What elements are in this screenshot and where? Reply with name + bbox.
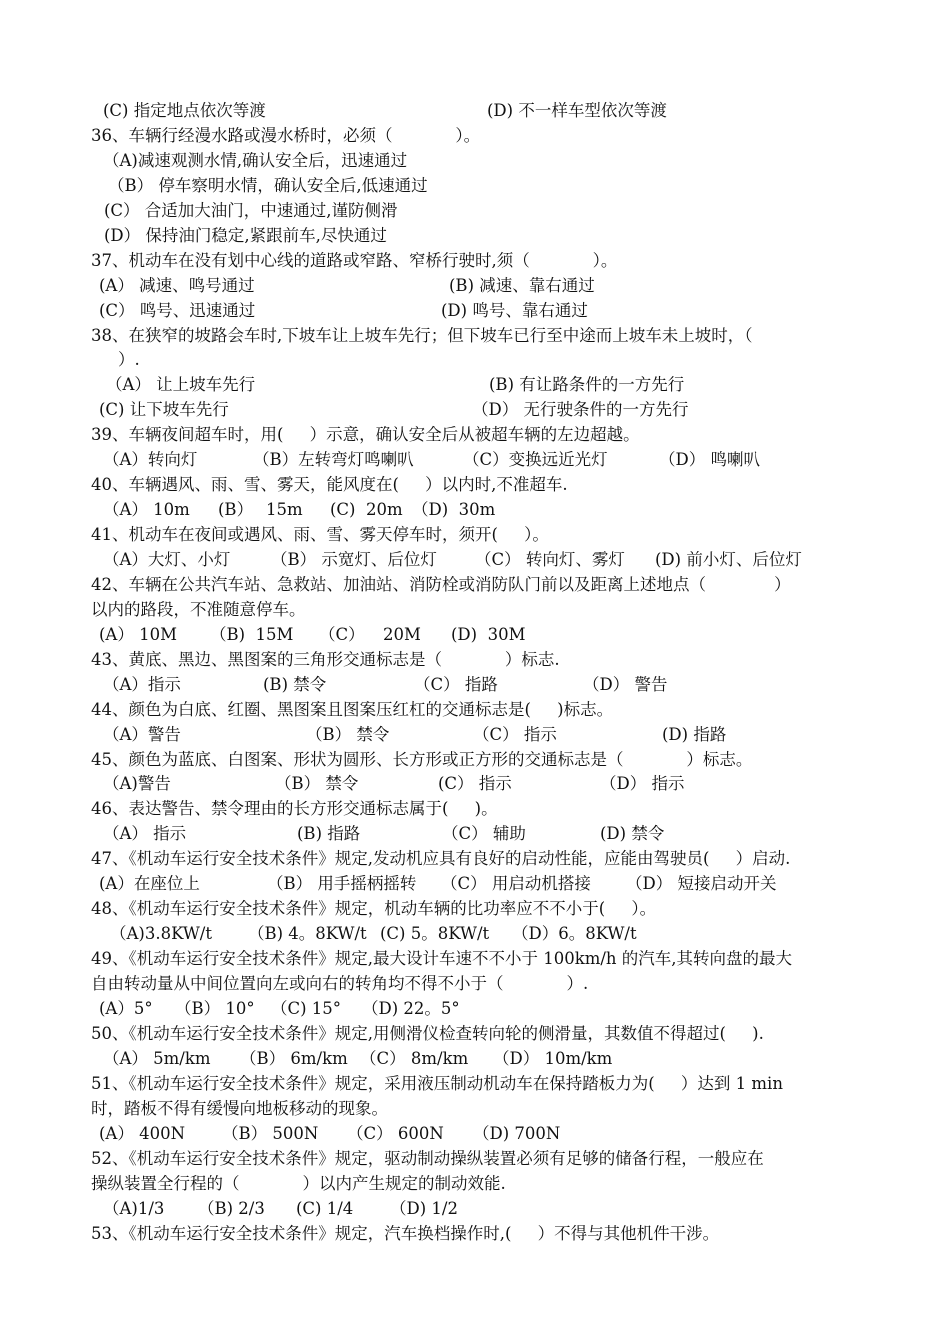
question-text-line: 40、车辆遇风、雨、雪、雾天，能风度在( ）以内时,不准超车. — [91, 475, 568, 494]
answer-option: (A）5° — [99, 999, 153, 1018]
question-text-line: 49、《机动车运行安全技术条件》规定,最大设计车速不不小于 100km/h 的汽车,其转向盘的最大 — [91, 949, 793, 968]
answer-option: (D) 不一样车型依次等渡 — [487, 101, 667, 120]
answer-option: (D) 前小灯、后位灯 — [655, 550, 802, 569]
question-text-line: 37、机动车在没有划中心线的道路或窄路、窄桥行驶时,须（ ）。 — [91, 251, 618, 270]
answer-option: (C) 20m — [330, 500, 403, 519]
question-text-line: 以内的路段，不准随意停车。 — [91, 600, 306, 619]
answer-option: (B) 减速、靠右通过 — [449, 276, 595, 295]
answer-option: 15m — [266, 500, 303, 519]
question-text-line: 53、《机动车运行安全技术条件》规定，汽车换档操作时,( ）不得与其他机件干涉。 — [91, 1224, 720, 1243]
question-text-line: （B） 停车察明水情，确认安全后,低速通过 — [108, 176, 428, 195]
question-text-line: (D） 保持油门稳定,紧跟前车,尽快通过 — [104, 226, 387, 245]
answer-option: （D） 鸣喇叭 — [659, 450, 760, 469]
answer-option: （D) 1/2 — [390, 1199, 458, 1218]
question-text-line: (C） 合适加大油门，中速通过,谨防侧滑 — [104, 201, 398, 220]
question-text-line: 44、颜色为白底、红圈、黑图案且图案压红杠的交通标志是( )标志。 — [91, 700, 614, 719]
question-text-line: 自由转动量从中间位置向左或向右的转角均不得不小于（ ）. — [91, 974, 589, 993]
answer-option: （A） 10m — [103, 500, 190, 519]
answer-option: （A）转向灯 — [103, 450, 198, 469]
answer-option: （B） 禁令 — [306, 725, 390, 744]
answer-option: （A）指示 — [103, 675, 181, 694]
answer-option: (C) 5。8KW/t — [380, 924, 490, 943]
question-text-line: 41、机动车在夜间或遇风、雨、雪、雾天停车时，须开( ）。 — [91, 525, 549, 544]
answer-option: 20M — [383, 625, 421, 644]
answer-option: (D) 鸣号、靠右通过 — [441, 301, 588, 320]
answer-option: (A）在座位上 — [99, 874, 200, 893]
answer-option: （A） 指示 — [103, 824, 187, 843]
answer-option: (A） 10M — [99, 625, 177, 644]
answer-option: （D） 短接启动开关 — [626, 874, 777, 893]
question-text-line: 47、《机动车运行安全技术条件》规定,发动机应具有良好的启动性能，应能由驾驶员( ）启动. — [91, 849, 791, 868]
question-text-line: 50、《机动车运行安全技术条件》规定,用侧滑仪检查转向轮的侧滑量，其数值不得超过( ). — [91, 1024, 764, 1043]
answer-option: (C) 让下坡车先行 — [99, 400, 229, 419]
answer-option: (A） 400N — [99, 1124, 186, 1143]
answer-option: (B) 有让路条件的一方先行 — [489, 375, 685, 394]
answer-option: （C） 600N — [347, 1124, 444, 1143]
question-text-line: 时，踏板不得有缓慢向地板移动的现象。 — [91, 1099, 388, 1118]
answer-option: （C） 8m/km — [360, 1049, 469, 1068]
answer-option: （B）左转弯灯鸣喇叭 — [253, 450, 414, 469]
question-text-line: 38、在狭窄的坡路会车时,下坡车让上坡车先行；但下坡车已行至中途而上坡车未上坡时，（ — [91, 326, 753, 345]
answer-option: (C） 鸣号、迅速通过 — [99, 301, 256, 320]
answer-option: （B） 500N — [222, 1124, 319, 1143]
question-text-line: 45、颜色为蓝底、白图案、形状为圆形、长方形或正方形的交通标志是（ ）标志。 — [91, 750, 753, 769]
question-text-line: 46、表达警告、禁令理由的长方形交通标志属于( )。 — [91, 799, 498, 818]
answer-option: （A） 让上坡车先行 — [106, 375, 256, 394]
answer-option: （D） 警告 — [583, 675, 668, 694]
question-text-line: 39、车辆夜间超车时，用( ）示意，确认安全后从被超车辆的左边超越。 — [91, 425, 640, 444]
answer-option: （B) 4。8KW/t — [248, 924, 367, 943]
answer-option: （C） — [319, 625, 365, 644]
answer-option: （C）变换远近光灯 — [463, 450, 608, 469]
answer-option: （A)1/3 — [103, 1199, 165, 1218]
question-text-line: 42、车辆在公共汽车站、急救站、加油站、消防栓或消防队门前以及距离上述地点（ ） — [91, 575, 791, 594]
answer-option: （D) 700N — [473, 1124, 561, 1143]
answer-option: （B) 15M — [210, 625, 294, 644]
answer-option: （C） 转向灯、雾灯 — [475, 550, 625, 569]
answer-option: （D）6。8KW/t — [512, 924, 637, 943]
answer-option: （B） 禁令 — [275, 774, 359, 793]
answer-option: (B) 禁令 — [263, 675, 327, 694]
answer-option: （D) 22。5° — [362, 999, 460, 1018]
question-text-line: ）. — [118, 350, 140, 369]
answer-option: (A） 减速、鸣号通过 — [99, 276, 255, 295]
answer-option: （D） 无行驶条件的一方先行 — [472, 400, 689, 419]
answer-option: （B） 10° — [175, 999, 255, 1018]
question-text-line: （A)减速观测水情,确认安全后，迅速通过 — [103, 151, 408, 170]
answer-option: (C) 1/4 — [296, 1199, 354, 1218]
answer-option: （C） 用启动机搭接 — [441, 874, 591, 893]
answer-option: （B) 2/3 — [198, 1199, 265, 1218]
question-text-line: 36、车辆行经漫水路或漫水桥时，必须（ ）。 — [91, 126, 481, 145]
question-text-line: 43、黄底、黑边、黑图案的三角形交通标志是（ ）标志. — [91, 650, 560, 669]
question-text-line: 48、《机动车运行安全技术条件》规定，机动车辆的比功率应不不小于( ）。 — [91, 899, 657, 918]
answer-option: (D) 30M — [451, 625, 526, 644]
answer-option: （B） 用手摇柄摇转 — [267, 874, 417, 893]
answer-option: （D） 10m/km — [493, 1049, 613, 1068]
answer-option: （B） 示宽灯、后位灯 — [271, 550, 437, 569]
answer-option: （B） 6m/km — [240, 1049, 348, 1068]
answer-option: （A）警告 — [103, 725, 181, 744]
question-text-line: 操纵装置全行程的（ ）以内产生规定的制动效能. — [91, 1174, 506, 1193]
answer-option: (D) 指路 — [662, 725, 727, 744]
question-text-line: 51、《机动车运行安全技术条件》规定，采用液压制动机动车在保持踏板力为( ）达到 1 min — [91, 1074, 783, 1093]
answer-option: (C) 指定地点依次等渡 — [103, 101, 266, 120]
answer-option: （A） 5m/km — [103, 1049, 211, 1068]
answer-option: （D） 指示 — [600, 774, 685, 793]
answer-option: （A)3.8KW/t — [110, 924, 212, 943]
answer-option: (B) 指路 — [297, 824, 361, 843]
answer-option: （A)警告 — [103, 774, 171, 793]
answer-option: (D) 禁令 — [600, 824, 665, 843]
answer-option: （A）大灯、小灯 — [103, 550, 231, 569]
answer-option: （D) 30m — [412, 500, 496, 519]
answer-option: （C） 指示 — [473, 725, 557, 744]
answer-option: （C） 辅助 — [442, 824, 526, 843]
question-text-line: 52、《机动车运行安全技术条件》规定，驱动制动操纵装置必须有足够的储备行程，一般应在 — [91, 1149, 764, 1168]
answer-option: （C） 指路 — [414, 675, 498, 694]
answer-option: (C） 指示 — [438, 774, 512, 793]
answer-option: （C) 15° — [271, 999, 342, 1018]
answer-option: (B） — [218, 500, 254, 519]
